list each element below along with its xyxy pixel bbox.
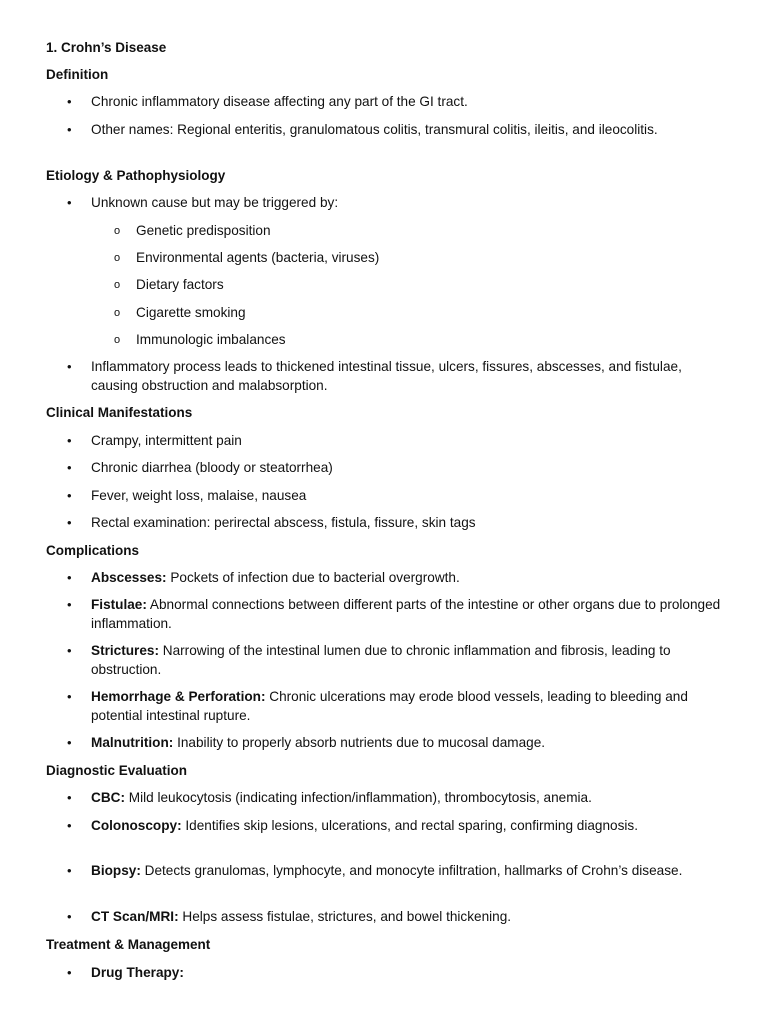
item-description: Mild leukocytosis (indicating infection/inflammation), thrombocytosis, anemia. xyxy=(124,790,592,805)
item-description: Helps assess fistulae, strictures, and bowel thickening. xyxy=(178,909,512,924)
item-description: Chronic ulcerations may erode blood vessels, leading to bleeding and potential intestinal rupture. xyxy=(91,689,688,723)
sub-list-item: Genetic predisposition xyxy=(136,223,271,238)
item-term: CT Scan/MRI: xyxy=(91,909,179,924)
sub-bullet-marker: o xyxy=(114,225,121,237)
list-item xyxy=(91,569,731,588)
list-item: Other names: Regional enteritis, granulomatous colitis, transmural colitis, ileitis, and ileocolitis. xyxy=(91,122,658,137)
list-item: Chronic inflammatory disease affecting any part of the GI tract. xyxy=(91,94,468,109)
item-term: Malnutrition: xyxy=(91,735,174,750)
sub-list-item: Environmental agents (bacteria, viruses) xyxy=(136,250,380,265)
item-description: Abnormal connections between different parts of the intestine or other organs due to prolonged inflammation. xyxy=(91,597,721,631)
list-item xyxy=(91,817,731,836)
sub-list-item: Immunologic imbalances xyxy=(136,332,286,347)
item-term: CBC: xyxy=(91,790,125,805)
section-heading-etiology: Etiology & Pathophysiology xyxy=(46,168,226,183)
list-item xyxy=(91,734,731,753)
item-description: Narrowing of the intestinal lumen due to chronic inflammation and fibrosis, leading to obstruction. xyxy=(91,643,671,677)
bullet-marker: • xyxy=(67,460,72,475)
bullet-marker: • xyxy=(67,433,72,448)
sub-bullet-marker: o xyxy=(114,252,121,264)
list-item xyxy=(91,642,731,679)
list-item: Fever, weight loss, malaise, nausea xyxy=(91,488,307,503)
sub-list-item: Dietary factors xyxy=(136,277,224,292)
section-heading-definition: Definition xyxy=(46,67,109,82)
bullet-marker: • xyxy=(67,790,72,805)
bullet-marker: • xyxy=(67,570,72,585)
list-item xyxy=(91,688,731,725)
item-term: Fistulae: xyxy=(91,597,147,612)
bullet-marker: • xyxy=(67,818,72,833)
item-description: Identifies skip lesions, ulcerations, and rectal sparing, confirming diagnosis. xyxy=(181,818,639,833)
item-term: Colonoscopy: xyxy=(91,818,182,833)
section-heading-diagnostic: Diagnostic Evaluation xyxy=(46,763,188,778)
sub-bullet-marker: o xyxy=(114,334,121,346)
list-item xyxy=(91,862,731,881)
list-item: Unknown cause but may be triggered by: xyxy=(91,195,339,210)
list-item xyxy=(91,908,731,927)
bullet-marker: • xyxy=(67,122,72,137)
list-item: Rectal examination: perirectal abscess, fistula, fissure, skin tags xyxy=(91,515,476,530)
bullet-marker: • xyxy=(67,195,72,210)
list-item xyxy=(91,789,731,808)
item-term: Biopsy: xyxy=(91,863,141,878)
section-heading-treatment: Treatment & Management xyxy=(46,937,211,952)
list-item: Crampy, intermittent pain xyxy=(91,433,242,448)
item-description: Inability to properly absorb nutrients due to mucosal damage. xyxy=(173,735,546,750)
bullet-marker: • xyxy=(67,94,72,109)
list-item: Chronic diarrhea (bloody or steatorrhea) xyxy=(91,460,333,475)
bullet-marker: • xyxy=(67,515,72,530)
bullet-marker: • xyxy=(67,863,72,878)
document-title: 1. Crohn’s Disease xyxy=(46,40,167,55)
sub-list-item: Cigarette smoking xyxy=(136,305,246,320)
item-term: Hemorrhage & Perforation: xyxy=(91,689,266,704)
item-term: Abscesses: xyxy=(91,570,167,585)
bullet-marker: • xyxy=(67,909,72,924)
bullet-marker: • xyxy=(67,597,72,612)
list-item xyxy=(91,964,731,983)
item-term: Drug Therapy: xyxy=(91,965,184,980)
section-heading-complications: Complications xyxy=(46,543,140,558)
bullet-marker: • xyxy=(67,965,72,980)
bullet-marker: • xyxy=(67,359,72,374)
bullet-marker: • xyxy=(67,735,72,750)
sub-bullet-marker: o xyxy=(114,307,121,319)
list-item xyxy=(91,596,731,633)
item-term: Strictures: xyxy=(91,643,159,658)
bullet-marker: • xyxy=(67,488,72,503)
section-heading-clinical: Clinical Manifestations xyxy=(46,405,193,420)
sub-bullet-marker: o xyxy=(114,279,121,291)
bullet-marker: • xyxy=(67,689,72,704)
item-description: Detects granulomas, lymphocyte, and monocyte infiltration, hallmarks of Crohn’s disease. xyxy=(140,863,683,878)
list-item: Inflammatory process leads to thickened intestinal tissue, ulcers, fissures, abscesses, and fistulae, causing obstruction and malabsorption. xyxy=(91,359,682,393)
item-description: Pockets of infection due to bacterial overgrowth. xyxy=(166,570,460,585)
bullet-marker: • xyxy=(67,643,72,658)
